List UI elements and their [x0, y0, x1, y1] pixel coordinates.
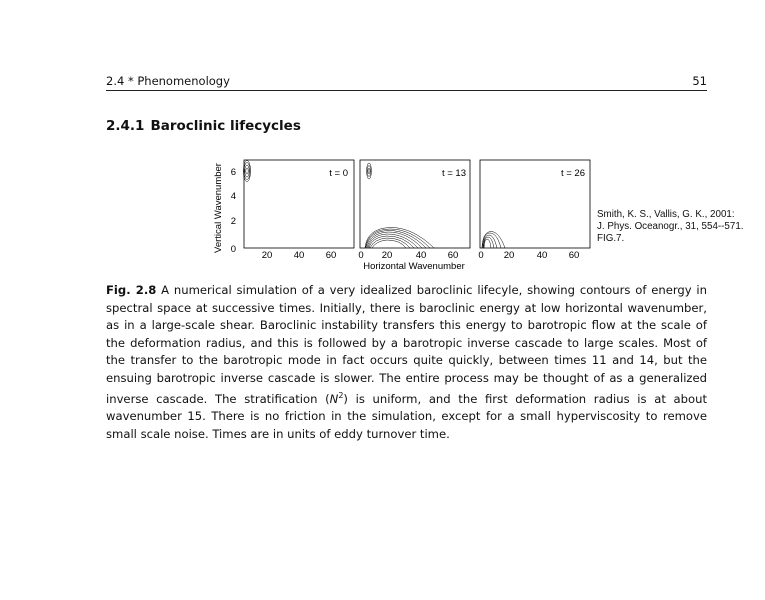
panel-t0: [231, 160, 354, 261]
y-tick-label: 2: [230, 216, 236, 227]
y-tick-label: 4: [230, 191, 236, 202]
caption-symbol: N: [329, 391, 339, 406]
x-tick-labels: [262, 250, 337, 261]
figure-citation: [597, 209, 762, 245]
panel-time-label: t = 26: [560, 168, 585, 179]
caption-exponent: 2: [338, 391, 344, 400]
page-number: 51: [692, 74, 707, 88]
x-tick-label: 20: [381, 250, 393, 261]
spectral-energy-panels: [212, 155, 592, 273]
figure-caption: [106, 282, 707, 443]
energy-contours-baroclinic: [367, 163, 372, 179]
x-tick-label: 40: [536, 250, 548, 261]
citation-journal: J. Phys. Oceanogr., 31, 554--571.: [597, 221, 744, 232]
panel-time-label: t = 0: [329, 168, 348, 179]
running-head: [106, 74, 707, 90]
x-tick-label: 60: [447, 250, 459, 261]
x-tick-label: 40: [293, 250, 305, 261]
energy-contours-baroclinic: [243, 161, 250, 182]
x-tick-label: 20: [503, 250, 515, 261]
figure-2-8: [212, 155, 592, 273]
citation-authors: Smith, K. S., Vallis, G. K., 2001:: [597, 209, 735, 220]
x-tick-label: 20: [261, 250, 273, 261]
citation-figure: FIG.7.: [597, 233, 625, 244]
header-rule: [106, 90, 707, 91]
energy-contours-barotropic: [482, 232, 505, 249]
x-tick-label: 0: [358, 250, 364, 261]
y-axis-label: Vertical Wavenumber: [213, 163, 224, 253]
energy-contours-barotropic: [365, 228, 434, 249]
x-tick-label: 60: [568, 250, 580, 261]
y-tick-label: 6: [230, 167, 236, 178]
panel-time-label: t = 13: [441, 168, 466, 179]
x-tick-label: 0: [478, 250, 484, 261]
caption-label: Fig. 2.8: [106, 283, 157, 297]
x-tick-labels: [358, 250, 458, 261]
section-title: Baroclinic lifecycles: [150, 118, 301, 134]
caption-text: A numerical simulation of a very idealized baroclinic lifecyle, showing contours of energy in spectral space at successive times. Initially, there is baroclinic energy at low horizontal wavenumber, as in a large-scale shear. Baroclinic instability transfers this energy to barotropic flow at the scale of the deformation radius, and this is followed by a barotropic inverse cascade to large scales. Most of the transfer to the barotropic mode in fact occurs quite quickly, between times 11 and 14, but the ensuing barotropic inverse cascade is slower. The entire process may be thought of as a generalized inverse cascade. The stratification (: [106, 283, 708, 406]
x-tick-label: 40: [415, 250, 427, 261]
x-tick-label: 60: [325, 250, 337, 261]
running-head-section: 2.4 * Phenomenology: [106, 74, 230, 88]
y-tick-labels: [231, 167, 236, 255]
panel-t26: [478, 160, 590, 261]
section-heading: [106, 118, 301, 134]
x-axis-label: Horizontal Wavenumber: [363, 261, 465, 272]
section-number: 2.4.1: [106, 118, 145, 134]
y-tick-label: 0: [230, 244, 236, 255]
panel-t13: [358, 160, 470, 272]
x-tick-labels: [478, 250, 579, 261]
caption-text-continued: ) is uniform, and the first deformation radius is at about wavenumber 15. There is no friction in the simulation, except for a small hyperviscosity to remove small scale noise. Times are in units of eddy turnover time.: [106, 391, 707, 441]
